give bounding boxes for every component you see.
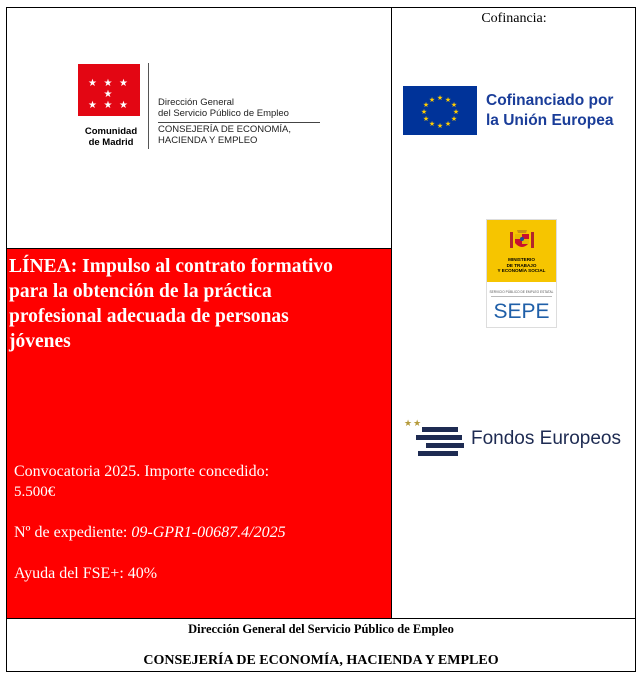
svg-text:★: ★ [444,120,452,128]
cons-line2: HACIENDA Y EMPLEO [158,134,258,146]
fe-stars-icon: ★★ [404,418,423,428]
svg-text:★: ★ [450,101,458,109]
eu-logo-text: Cofinanciado por la Unión Europea [486,92,614,129]
logo-separator [148,63,149,149]
svg-text:★: ★ [444,96,452,104]
fondos-europeos-logo [404,418,629,460]
cons-line1: CONSEJERÍA DE ECONOMÍA, [158,124,292,135]
fondos-europeos-mark-icon [416,425,466,461]
ministerio-sepe-logo [486,219,557,328]
eu-flag-icon [403,86,477,135]
ministerio-text: MINISTERIO DE TRABAJO Y ECONOMÍA SOCIAL [497,257,546,273]
expediente-line [14,524,286,542]
svg-text:★: ★ [450,115,458,123]
ministerio-block [487,220,556,282]
comunidad-madrid-logo [78,63,328,153]
linea-title: LÍNEA: Impulso al contrato formativo para la obtención de la práctica profesional adecuada de personas jóvenes [9,256,333,352]
sepe-subtitle: SERVICIO PÚBLICO DE EMPLEO ESTATAL [489,290,554,294]
madrid-flag-icon: ★ ★ ★ ★ ★ ★ ★ [78,64,140,116]
svg-text:★: ★ [422,101,430,109]
dir-line1: Dirección General [158,97,235,108]
column-divider [391,7,392,618]
madrid-logo-name: Comunidad de Madrid [84,126,138,148]
cofinancia-label: Cofinancia: [481,11,547,26]
dir-line2: del Servicio Público de Empleo [158,107,289,119]
expediente-label: Nº de expediente: [14,524,132,541]
footer-divider [6,618,636,619]
svg-text:★: ★ [428,96,436,104]
convocatoria-label: Convocatoria 2025. Importe concedido: [14,463,270,480]
footer-direccion: Dirección General del Servicio Público de Empleo [188,622,454,636]
eu-cofinanciado-logo [403,86,633,136]
madrid-logo-text [158,98,338,146]
svg-text:★: ★ [420,108,428,116]
sepe-wordmark: SEPE [493,300,550,323]
footer-consejeria: CONSEJERÍA DE ECONOMÍA, HACIENDA Y EMPLEO [143,653,499,668]
ayuda-fse-text: Ayuda del FSE+: 40% [14,565,158,582]
spain-coat-of-arms-icon [509,226,535,252]
svg-text:★: ★ [436,94,444,102]
svg-text:★: ★ [452,108,460,116]
svg-text:★: ★ [422,115,430,123]
convocatoria-text [14,462,374,502]
svg-text:★: ★ [428,120,436,128]
linea-panel [7,249,391,618]
importe-value: 5.500€ [14,484,56,500]
expediente-value: 09-GPR1-00687.4/2025 [131,524,286,541]
fondos-europeos-text: Fondos Europeos [471,428,621,449]
svg-text:★: ★ [436,122,444,130]
